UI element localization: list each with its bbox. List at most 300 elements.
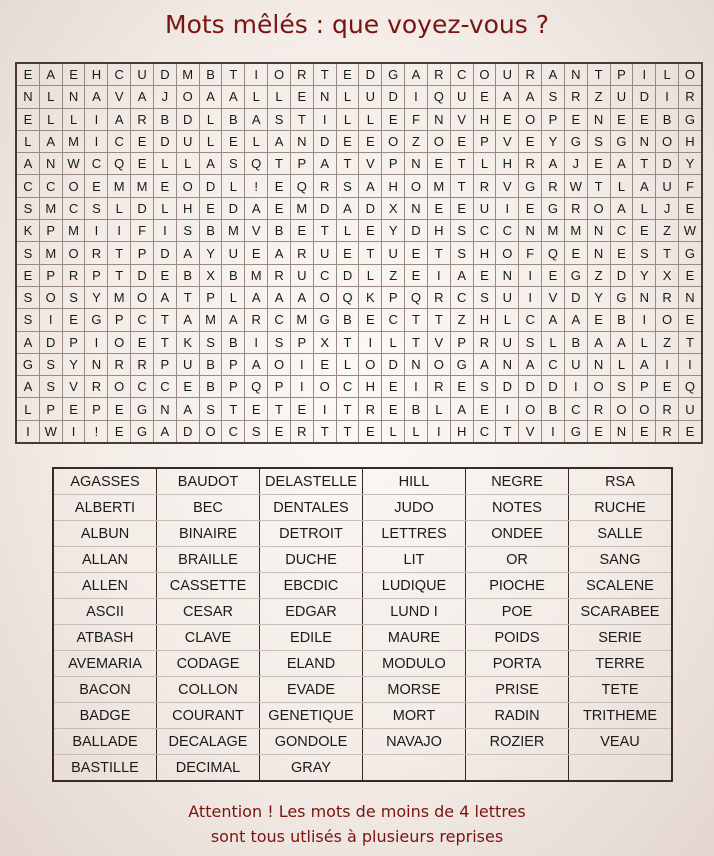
grid-cell[interactable]: A: [610, 331, 633, 353]
grid-cell[interactable]: E: [245, 398, 268, 420]
grid-cell[interactable]: E: [359, 130, 382, 152]
grid-cell[interactable]: B: [199, 220, 222, 242]
grid-cell[interactable]: Z: [382, 264, 405, 286]
grid-cell[interactable]: A: [268, 130, 291, 152]
grid-cell[interactable]: I: [656, 86, 679, 108]
grid-cell[interactable]: R: [427, 63, 450, 86]
grid-cell[interactable]: H: [473, 108, 496, 130]
grid-cell[interactable]: A: [176, 309, 199, 331]
grid-cell[interactable]: E: [290, 220, 313, 242]
grid-cell[interactable]: P: [62, 331, 85, 353]
grid-cell[interactable]: F: [519, 242, 542, 264]
grid-cell[interactable]: T: [656, 242, 679, 264]
grid-cell[interactable]: B: [656, 108, 679, 130]
grid-cell[interactable]: A: [222, 86, 245, 108]
grid-cell[interactable]: E: [131, 130, 154, 152]
grid-cell[interactable]: D: [542, 376, 565, 398]
grid-cell[interactable]: L: [336, 220, 359, 242]
grid-cell[interactable]: S: [450, 242, 473, 264]
grid-cell[interactable]: U: [176, 130, 199, 152]
grid-cell[interactable]: N: [153, 398, 176, 420]
grid-cell[interactable]: H: [359, 376, 382, 398]
grid-cell[interactable]: I: [85, 331, 108, 353]
grid-cell[interactable]: M: [131, 175, 154, 197]
grid-cell[interactable]: E: [427, 197, 450, 219]
grid-cell[interactable]: S: [16, 286, 39, 308]
grid-cell[interactable]: A: [542, 63, 565, 86]
grid-cell[interactable]: T: [176, 286, 199, 308]
grid-cell[interactable]: T: [222, 63, 245, 86]
grid-cell[interactable]: C: [382, 309, 405, 331]
grid-cell[interactable]: L: [153, 197, 176, 219]
grid-cell[interactable]: R: [313, 175, 336, 197]
grid-cell[interactable]: L: [245, 86, 268, 108]
grid-cell[interactable]: T: [633, 153, 656, 175]
grid-cell[interactable]: I: [496, 197, 519, 219]
grid-cell[interactable]: L: [39, 108, 62, 130]
grid-cell[interactable]: U: [496, 286, 519, 308]
grid-cell[interactable]: A: [313, 153, 336, 175]
grid-cell[interactable]: A: [450, 398, 473, 420]
grid-cell[interactable]: R: [85, 376, 108, 398]
grid-cell[interactable]: L: [108, 197, 131, 219]
grid-cell[interactable]: A: [245, 353, 268, 375]
grid-cell[interactable]: A: [542, 309, 565, 331]
grid-cell[interactable]: B: [336, 309, 359, 331]
grid-cell[interactable]: Q: [108, 153, 131, 175]
grid-cell[interactable]: Q: [427, 86, 450, 108]
grid-cell[interactable]: Y: [382, 220, 405, 242]
grid-cell[interactable]: L: [359, 108, 382, 130]
grid-cell[interactable]: E: [564, 108, 587, 130]
grid-cell[interactable]: E: [85, 175, 108, 197]
grid-cell[interactable]: A: [199, 86, 222, 108]
grid-cell[interactable]: S: [268, 108, 291, 130]
grid-cell[interactable]: E: [610, 108, 633, 130]
grid-cell[interactable]: C: [16, 175, 39, 197]
grid-cell[interactable]: A: [108, 108, 131, 130]
grid-cell[interactable]: D: [313, 130, 336, 152]
grid-cell[interactable]: L: [39, 86, 62, 108]
grid-cell[interactable]: T: [313, 420, 336, 443]
grid-cell[interactable]: E: [610, 242, 633, 264]
grid-cell[interactable]: C: [153, 376, 176, 398]
grid-cell[interactable]: Z: [587, 86, 610, 108]
grid-cell[interactable]: U: [313, 242, 336, 264]
grid-cell[interactable]: N: [633, 286, 656, 308]
grid-cell[interactable]: O: [131, 286, 154, 308]
grid-cell[interactable]: B: [564, 331, 587, 353]
grid-cell[interactable]: I: [245, 63, 268, 86]
grid-cell[interactable]: I: [633, 63, 656, 86]
grid-cell[interactable]: H: [473, 309, 496, 331]
grid-cell[interactable]: B: [222, 264, 245, 286]
grid-cell[interactable]: G: [85, 309, 108, 331]
grid-cell[interactable]: E: [290, 86, 313, 108]
grid-cell[interactable]: S: [336, 175, 359, 197]
grid-cell[interactable]: C: [313, 264, 336, 286]
grid-cell[interactable]: U: [496, 63, 519, 86]
grid-cell[interactable]: D: [131, 264, 154, 286]
grid-cell[interactable]: L: [382, 420, 405, 443]
grid-cell[interactable]: P: [108, 309, 131, 331]
grid-cell[interactable]: R: [268, 264, 291, 286]
grid-cell[interactable]: R: [519, 153, 542, 175]
grid-cell[interactable]: X: [382, 197, 405, 219]
grid-cell[interactable]: S: [450, 220, 473, 242]
grid-cell[interactable]: C: [496, 220, 519, 242]
grid-cell[interactable]: L: [359, 264, 382, 286]
grid-cell[interactable]: V: [359, 153, 382, 175]
grid-cell[interactable]: B: [405, 398, 428, 420]
grid-cell[interactable]: E: [633, 420, 656, 443]
grid-cell[interactable]: S: [39, 353, 62, 375]
grid-cell[interactable]: O: [62, 175, 85, 197]
grid-cell[interactable]: T: [450, 175, 473, 197]
grid-cell[interactable]: C: [131, 376, 154, 398]
grid-cell[interactable]: U: [679, 398, 702, 420]
grid-cell[interactable]: M: [62, 220, 85, 242]
grid-cell[interactable]: X: [199, 264, 222, 286]
grid-cell[interactable]: E: [519, 130, 542, 152]
grid-cell[interactable]: Q: [245, 376, 268, 398]
grid-cell[interactable]: C: [336, 376, 359, 398]
grid-cell[interactable]: E: [450, 130, 473, 152]
grid-cell[interactable]: U: [176, 353, 199, 375]
grid-cell[interactable]: !: [245, 175, 268, 197]
grid-cell[interactable]: G: [610, 286, 633, 308]
grid-cell[interactable]: W: [564, 175, 587, 197]
grid-cell[interactable]: M: [108, 175, 131, 197]
grid-cell[interactable]: T: [336, 398, 359, 420]
grid-cell[interactable]: S: [542, 86, 565, 108]
grid-cell[interactable]: D: [633, 86, 656, 108]
grid-cell[interactable]: W: [62, 153, 85, 175]
grid-cell[interactable]: U: [290, 264, 313, 286]
grid-cell[interactable]: W: [39, 420, 62, 443]
grid-cell[interactable]: E: [176, 376, 199, 398]
grid-cell[interactable]: O: [359, 353, 382, 375]
grid-cell[interactable]: R: [564, 86, 587, 108]
grid-cell[interactable]: S: [222, 153, 245, 175]
grid-cell[interactable]: R: [679, 86, 702, 108]
grid-cell[interactable]: E: [359, 420, 382, 443]
grid-cell[interactable]: O: [587, 197, 610, 219]
grid-cell[interactable]: C: [610, 220, 633, 242]
grid-cell[interactable]: F: [679, 175, 702, 197]
grid-cell[interactable]: R: [656, 398, 679, 420]
grid-cell[interactable]: Q: [290, 175, 313, 197]
grid-cell[interactable]: I: [542, 420, 565, 443]
grid-cell[interactable]: A: [268, 286, 291, 308]
grid-cell[interactable]: A: [336, 197, 359, 219]
grid-cell[interactable]: F: [131, 220, 154, 242]
grid-cell[interactable]: P: [39, 398, 62, 420]
grid-cell[interactable]: S: [16, 197, 39, 219]
grid-cell[interactable]: N: [587, 242, 610, 264]
grid-cell[interactable]: D: [405, 220, 428, 242]
grid-cell[interactable]: E: [542, 264, 565, 286]
grid-cell[interactable]: E: [62, 309, 85, 331]
grid-cell[interactable]: D: [153, 130, 176, 152]
grid-cell[interactable]: O: [405, 175, 428, 197]
grid-cell[interactable]: M: [564, 220, 587, 242]
grid-cell[interactable]: L: [336, 108, 359, 130]
grid-cell[interactable]: L: [427, 398, 450, 420]
grid-cell[interactable]: I: [427, 420, 450, 443]
grid-cell[interactable]: E: [336, 242, 359, 264]
grid-cell[interactable]: Y: [542, 130, 565, 152]
grid-cell[interactable]: V: [245, 220, 268, 242]
grid-cell[interactable]: R: [108, 353, 131, 375]
grid-cell[interactable]: E: [496, 108, 519, 130]
grid-cell[interactable]: D: [176, 420, 199, 443]
grid-cell[interactable]: N: [587, 220, 610, 242]
grid-cell[interactable]: Q: [405, 286, 428, 308]
grid-cell[interactable]: U: [222, 242, 245, 264]
grid-cell[interactable]: A: [16, 376, 39, 398]
grid-cell[interactable]: Y: [199, 242, 222, 264]
grid-cell[interactable]: E: [450, 376, 473, 398]
grid-cell[interactable]: A: [542, 153, 565, 175]
grid-cell[interactable]: R: [519, 63, 542, 86]
grid-cell[interactable]: I: [290, 376, 313, 398]
grid-cell[interactable]: V: [62, 376, 85, 398]
grid-cell[interactable]: Q: [542, 242, 565, 264]
grid-cell[interactable]: P: [382, 153, 405, 175]
grid-cell[interactable]: S: [199, 331, 222, 353]
grid-cell[interactable]: E: [336, 63, 359, 86]
grid-cell[interactable]: Q: [679, 376, 702, 398]
grid-cell[interactable]: I: [656, 353, 679, 375]
grid-cell[interactable]: G: [16, 353, 39, 375]
grid-cell[interactable]: O: [473, 63, 496, 86]
grid-cell[interactable]: A: [153, 286, 176, 308]
grid-cell[interactable]: T: [679, 331, 702, 353]
grid-cell[interactable]: R: [473, 175, 496, 197]
grid-cell[interactable]: I: [313, 108, 336, 130]
grid-cell[interactable]: E: [587, 153, 610, 175]
grid-cell[interactable]: A: [290, 286, 313, 308]
grid-cell[interactable]: G: [450, 353, 473, 375]
grid-cell[interactable]: Y: [679, 153, 702, 175]
grid-cell[interactable]: N: [633, 130, 656, 152]
grid-cell[interactable]: M: [290, 197, 313, 219]
grid-cell[interactable]: Y: [633, 264, 656, 286]
grid-cell[interactable]: I: [405, 376, 428, 398]
grid-cell[interactable]: L: [633, 197, 656, 219]
grid-cell[interactable]: A: [39, 63, 62, 86]
grid-cell[interactable]: O: [176, 86, 199, 108]
grid-cell[interactable]: A: [16, 331, 39, 353]
grid-cell[interactable]: O: [519, 398, 542, 420]
grid-cell[interactable]: C: [108, 63, 131, 86]
grid-cell[interactable]: R: [245, 309, 268, 331]
grid-cell[interactable]: U: [496, 331, 519, 353]
grid-cell[interactable]: O: [176, 175, 199, 197]
grid-cell[interactable]: C: [39, 175, 62, 197]
grid-cell[interactable]: N: [496, 264, 519, 286]
grid-cell[interactable]: V: [427, 331, 450, 353]
grid-cell[interactable]: X: [656, 264, 679, 286]
grid-cell[interactable]: D: [222, 197, 245, 219]
grid-cell[interactable]: E: [16, 264, 39, 286]
grid-cell[interactable]: A: [85, 86, 108, 108]
grid-cell[interactable]: T: [405, 331, 428, 353]
grid-cell[interactable]: G: [313, 309, 336, 331]
grid-cell[interactable]: A: [359, 175, 382, 197]
grid-cell[interactable]: E: [359, 220, 382, 242]
grid-cell[interactable]: R: [62, 264, 85, 286]
grid-cell[interactable]: N: [290, 130, 313, 152]
grid-cell[interactable]: L: [656, 63, 679, 86]
grid-cell[interactable]: B: [542, 398, 565, 420]
grid-cell[interactable]: T: [108, 242, 131, 264]
grid-cell[interactable]: A: [496, 86, 519, 108]
grid-cell[interactable]: P: [131, 242, 154, 264]
grid-cell[interactable]: I: [427, 264, 450, 286]
grid-cell[interactable]: S: [199, 398, 222, 420]
grid-cell[interactable]: R: [656, 420, 679, 443]
grid-cell[interactable]: S: [268, 331, 291, 353]
grid-cell[interactable]: A: [245, 286, 268, 308]
grid-cell[interactable]: P: [542, 108, 565, 130]
grid-cell[interactable]: B: [222, 331, 245, 353]
grid-cell[interactable]: R: [427, 376, 450, 398]
grid-cell[interactable]: Y: [85, 286, 108, 308]
grid-cell[interactable]: E: [16, 63, 39, 86]
grid-cell[interactable]: E: [199, 197, 222, 219]
grid-cell[interactable]: O: [313, 286, 336, 308]
grid-cell[interactable]: N: [62, 86, 85, 108]
grid-cell[interactable]: O: [108, 331, 131, 353]
grid-cell[interactable]: H: [450, 420, 473, 443]
grid-cell[interactable]: M: [108, 286, 131, 308]
grid-cell[interactable]: L: [405, 420, 428, 443]
grid-cell[interactable]: C: [62, 197, 85, 219]
grid-cell[interactable]: N: [564, 63, 587, 86]
grid-cell[interactable]: N: [405, 353, 428, 375]
grid-cell[interactable]: T: [268, 398, 291, 420]
grid-cell[interactable]: D: [382, 353, 405, 375]
grid-cell[interactable]: L: [176, 153, 199, 175]
grid-cell[interactable]: P: [610, 63, 633, 86]
grid-cell[interactable]: E: [473, 264, 496, 286]
grid-cell[interactable]: T: [359, 242, 382, 264]
grid-cell[interactable]: E: [405, 242, 428, 264]
grid-cell[interactable]: C: [85, 153, 108, 175]
grid-cell[interactable]: D: [382, 86, 405, 108]
grid-cell[interactable]: Z: [587, 264, 610, 286]
grid-cell[interactable]: L: [153, 153, 176, 175]
grid-cell[interactable]: Q: [336, 286, 359, 308]
grid-cell[interactable]: L: [222, 175, 245, 197]
grid-cell[interactable]: I: [496, 398, 519, 420]
grid-cell[interactable]: E: [268, 420, 291, 443]
grid-cell[interactable]: N: [587, 108, 610, 130]
grid-cell[interactable]: T: [222, 398, 245, 420]
grid-cell[interactable]: O: [313, 376, 336, 398]
grid-cell[interactable]: L: [222, 286, 245, 308]
grid-cell[interactable]: O: [382, 130, 405, 152]
grid-cell[interactable]: N: [519, 220, 542, 242]
grid-cell[interactable]: E: [153, 264, 176, 286]
grid-cell[interactable]: I: [290, 353, 313, 375]
grid-cell[interactable]: O: [679, 63, 702, 86]
grid-cell[interactable]: G: [564, 420, 587, 443]
grid-cell[interactable]: W: [679, 220, 702, 242]
grid-cell[interactable]: E: [679, 197, 702, 219]
grid-cell[interactable]: C: [268, 309, 291, 331]
grid-cell[interactable]: S: [16, 242, 39, 264]
grid-cell[interactable]: E: [108, 420, 131, 443]
grid-cell[interactable]: S: [473, 376, 496, 398]
grid-cell[interactable]: D: [656, 153, 679, 175]
grid-cell[interactable]: L: [473, 153, 496, 175]
grid-cell[interactable]: N: [427, 108, 450, 130]
grid-cell[interactable]: B: [268, 220, 291, 242]
grid-cell[interactable]: O: [199, 420, 222, 443]
grid-cell[interactable]: A: [405, 63, 428, 86]
grid-cell[interactable]: G: [679, 242, 702, 264]
grid-cell[interactable]: D: [359, 197, 382, 219]
grid-cell[interactable]: A: [450, 264, 473, 286]
grid-cell[interactable]: N: [16, 86, 39, 108]
grid-cell[interactable]: N: [405, 197, 428, 219]
grid-cell[interactable]: L: [496, 309, 519, 331]
grid-cell[interactable]: I: [62, 420, 85, 443]
grid-cell[interactable]: T: [405, 309, 428, 331]
grid-cell[interactable]: V: [108, 86, 131, 108]
grid-cell[interactable]: P: [39, 220, 62, 242]
grid-cell[interactable]: R: [656, 286, 679, 308]
grid-cell[interactable]: D: [610, 264, 633, 286]
grid-cell[interactable]: B: [176, 264, 199, 286]
grid-cell[interactable]: N: [85, 353, 108, 375]
grid-cell[interactable]: G: [564, 130, 587, 152]
grid-cell[interactable]: C: [450, 63, 473, 86]
grid-cell[interactable]: A: [564, 309, 587, 331]
grid-cell[interactable]: A: [610, 153, 633, 175]
grid-cell[interactable]: D: [153, 63, 176, 86]
grid-cell[interactable]: R: [290, 242, 313, 264]
grid-cell[interactable]: Z: [450, 309, 473, 331]
grid-cell[interactable]: G: [519, 175, 542, 197]
grid-cell[interactable]: E: [382, 398, 405, 420]
grid-cell[interactable]: M: [290, 309, 313, 331]
grid-cell[interactable]: U: [131, 63, 154, 86]
grid-cell[interactable]: X: [313, 331, 336, 353]
grid-cell[interactable]: D: [496, 376, 519, 398]
grid-cell[interactable]: E: [679, 264, 702, 286]
grid-cell[interactable]: I: [313, 398, 336, 420]
grid-cell[interactable]: E: [633, 220, 656, 242]
grid-cell[interactable]: E: [679, 420, 702, 443]
grid-cell[interactable]: O: [427, 353, 450, 375]
grid-cell[interactable]: A: [610, 197, 633, 219]
grid-cell[interactable]: E: [108, 398, 131, 420]
grid-cell[interactable]: E: [336, 130, 359, 152]
grid-cell[interactable]: Y: [62, 353, 85, 375]
grid-cell[interactable]: R: [290, 63, 313, 86]
grid-cell[interactable]: N: [496, 353, 519, 375]
grid-cell[interactable]: R: [564, 197, 587, 219]
grid-cell[interactable]: A: [633, 353, 656, 375]
grid-cell[interactable]: N: [679, 286, 702, 308]
grid-cell[interactable]: O: [62, 242, 85, 264]
grid-cell[interactable]: A: [519, 353, 542, 375]
grid-cell[interactable]: P: [290, 153, 313, 175]
